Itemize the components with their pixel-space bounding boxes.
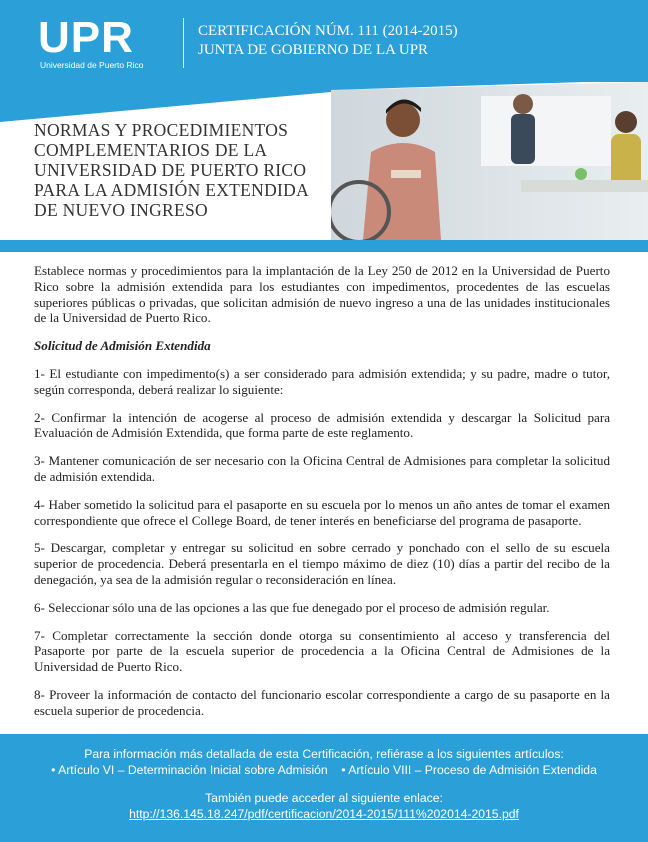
title-line: DE NUEVO INGRESO (34, 200, 208, 220)
step-item: 5- Descargar, completar y entregar su solicitud en sobre cerrado y ponchado con el sello de su escuela superior de procedencia. Deberá presentarla en el tiempo máximo de diez (10) días a partir del recibo de la denegación, ya sea de la admisión regular o reconsideración en línea. (34, 540, 610, 587)
step-item: 1- El estudiante con impedimento(s) a ser considerado para admisión extendida; y su padre, madre o tutor, según corresponda, deberá realizar lo siguiente: (34, 365, 610, 397)
step-item: 2- Confirmar la intención de acogerse al proceso de admisión extendida y descargar la Solicitud para Evaluación de Admisión Extendida, que forma parte de este reglamento. (34, 409, 610, 441)
footer-link-block (0, 790, 648, 822)
title-line: NORMAS Y PROCEDIMIENTOS (34, 120, 289, 140)
step-item: 6- Seleccionar sólo una de las opciones a las que fue denegado por el proceso de admisión regular. (34, 599, 550, 615)
certification-link[interactable]: http://136.145.18.247/pdf/certificacion/2014-2015/111%202014-2015.pdf (129, 807, 519, 821)
upr-logo (38, 13, 178, 74)
footer-access-text: También puede acceder al siguiente enlace: (205, 791, 443, 805)
title-line: PARA LA ADMISIÓN EXTENDIDA (34, 180, 310, 200)
certification-number: CERTIFICACIÓN NÚM. 111 (2014-2015) (198, 23, 458, 39)
board-name: JUNTA DE GOBIERNO DE LA UPR (198, 42, 429, 58)
title-line: COMPLEMENTARIOS DE LA (34, 140, 268, 160)
intro-paragraph: Establece normas y procedimientos para la implantación de la Ley 250 de 2012 en la Universidad de Puerto Rico sobre la admisión extendida para los estudiantes con impedimentos, procedentes de las escuelas superiores públicas o privadas, que solicitan admisión de nuevo ingreso a una de las unidades institucionales de la Universidad de Puerto Rico. (34, 263, 610, 326)
footer-info-text: Para información más detallada de esta Certificación, refiérase a los siguientes artículos: (84, 747, 564, 761)
title-line: UNIVERSIDAD DE PUERTO RICO (34, 160, 307, 180)
header-divider (183, 18, 184, 68)
step-item: 8- Proveer la información de contacto del funcionario escolar correspondiente a cargo de su pasaporte en la escuela superior de procedencia. (34, 686, 610, 718)
step-item: 7- Completar correctamente la sección donde otorga su consentimiento al acceso y transferencia del Pasaporte por parte de la escuela superior de procedencia a la Oficina Central de Admisiones de la Universidad de Puerto Rico. (34, 627, 610, 675)
certification-header (198, 22, 458, 60)
document-body (34, 263, 610, 731)
article-viii: • Artículo VIII – Proceso de Admisión Extendida (341, 763, 597, 777)
students-photo (331, 82, 648, 240)
step-item: 4- Haber sometido la solicitud para el pasaporte en su escuela por lo menos un año antes de tomar el examen correspondiente que ofrece el College Board, de tener interés en beneficiarse del programa de pasaporte. (34, 496, 610, 528)
footer (0, 734, 648, 842)
title-separator-band (0, 240, 648, 252)
document-title (34, 120, 324, 220)
logo-wordmark: UPR (38, 13, 134, 62)
footer-info (0, 746, 648, 778)
footer-articles (0, 762, 648, 778)
logo-subtitle: Universidad de Puerto Rico (40, 60, 144, 70)
article-vi: • Artículo VI – Determinación Inicial sobre Admisión (51, 763, 328, 777)
step-item: 3- Mantener comunicación de ser necesario con la Oficina Central de Admisiones para completar la solicitud de admisión extendida. (34, 453, 610, 484)
section-heading: Solicitud de Admisión Extendida (34, 338, 211, 354)
